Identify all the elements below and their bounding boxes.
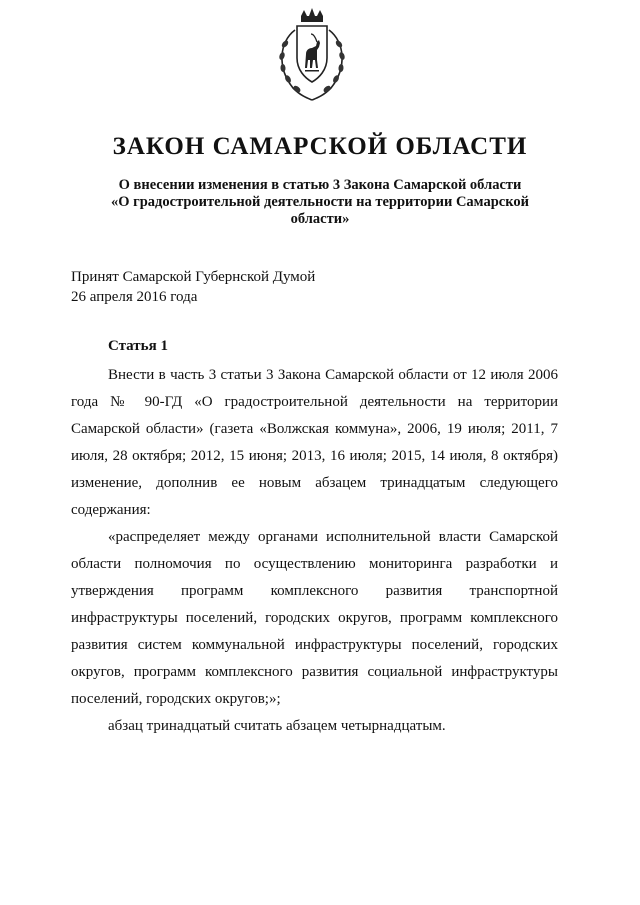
inserted-paragraph-quote: «распределяет между органами исполнительной власти Самарской области полномочия по осуществлению мониторинга разработки и утверждения программ комплексного развития транспортной инфраструктуры поселений, городских округов, программ комплексного развития систем коммунальной инфраструктуры поселений, городских округов, программ комплексного развития социальной инфраструктуры поселений, городских округов;»; — [71, 529, 558, 707]
adoption-date-line: 26 апреля 2016 года — [71, 289, 198, 305]
adopted-by-line: Принят Самарской Губернской Думой — [71, 269, 316, 285]
law-title: ЗАКОН САМАРСКОЙ ОБЛАСТИ — [112, 133, 528, 160]
article-paragraph: Внести в часть 3 статьи 3 Закона Самарской области от 12 июля 2006 года № 90-ГД «О градостроительной деятельности на территории Самарской области» (газета «Волжская коммуна», 2006, 19 июля; 2011, 7 июля, 28 октября; 2012, 15 июня; 2013, 16 июля; 2015, 14 июля, 8 октября) изменение, дополнив ее новым абзацем тринадцатым следующего содержания: — [71, 367, 558, 518]
subtitle-line: области» — [290, 211, 350, 227]
samara-coat-of-arms-icon — [271, 8, 353, 104]
article-heading: Статья 1 — [108, 338, 168, 354]
law-subtitle — [80, 177, 560, 228]
subtitle-line: «О градостроительной деятельности на территории Самарской — [111, 194, 529, 210]
article-paragraph: абзац тринадцатый считать абзацем четырнадцатым. — [108, 718, 446, 734]
subtitle-line: О внесении изменения в статью 3 Закона Самарской области — [118, 177, 522, 193]
article-body — [71, 362, 558, 740]
adoption-info — [71, 267, 315, 307]
